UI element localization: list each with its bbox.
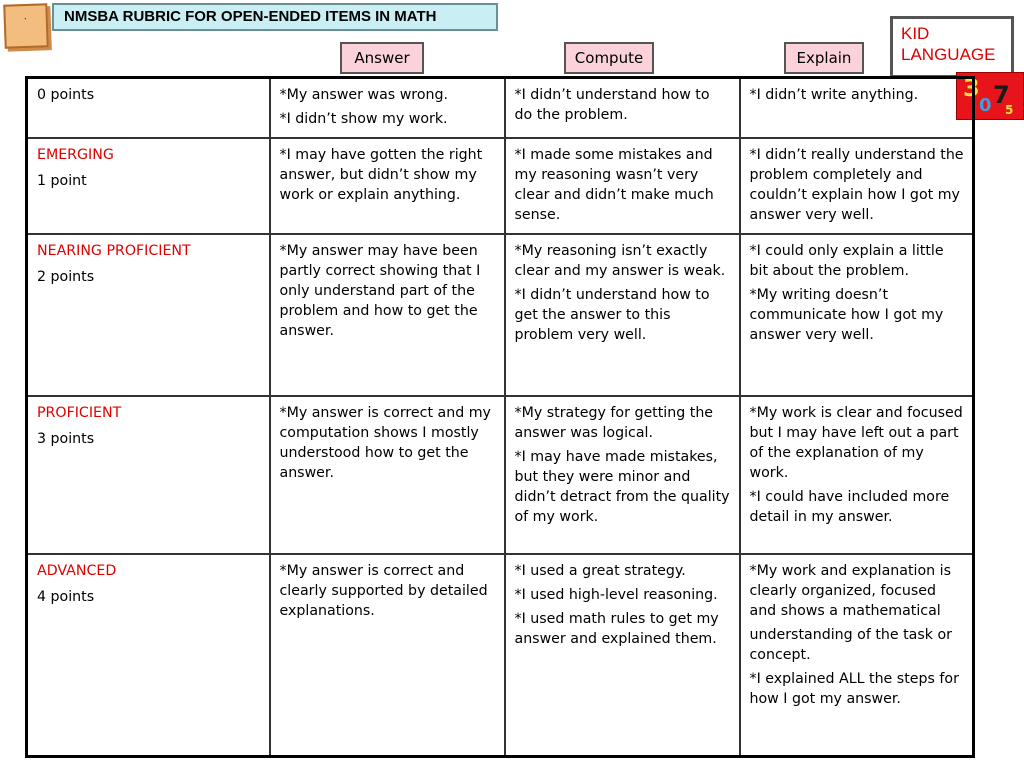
answer-cell bbox=[270, 78, 505, 139]
level-cell bbox=[27, 554, 270, 756]
explain-text: *My work and explanation is clearly organized, focused and shows a mathematical bbox=[749, 563, 952, 619]
compute-cell bbox=[505, 396, 740, 554]
level-points: 4 points bbox=[37, 589, 95, 605]
answer-text: *My answer may have been partly correct showing that I only understand part of the problem and how to get the answer. bbox=[279, 243, 481, 339]
explain-text: *I could have included more detail in my answer. bbox=[749, 489, 950, 525]
answer-text: *My answer is correct and my computation shows I mostly understood how to get the answer. bbox=[279, 405, 491, 481]
compute-text: *I didn’t understand how to get the answer to this problem very well. bbox=[514, 287, 710, 343]
level-cell bbox=[27, 138, 270, 234]
rubric-table bbox=[25, 76, 975, 758]
compute-text: *My reasoning isn’t exactly clear and my answer is weak. bbox=[514, 243, 726, 279]
explain-text: *My writing doesn’t communicate how I got my answer very well. bbox=[749, 287, 944, 343]
table-row bbox=[27, 554, 974, 756]
compute-text: *I didn’t understand how to do the problem. bbox=[514, 87, 710, 123]
compute-text: *I used high-level reasoning. bbox=[514, 587, 718, 603]
level-name: EMERGING bbox=[37, 147, 114, 163]
compute-cell bbox=[505, 234, 740, 396]
level-points: 1 point bbox=[37, 173, 87, 189]
compute-cell bbox=[505, 554, 740, 756]
compute-text: *I may have made mistakes, but they were minor and didn’t detract from the quality of my work. bbox=[514, 449, 730, 525]
page-title: NMSBA RUBRIC FOR OPEN-ENDED ITEMS IN MATH bbox=[52, 3, 498, 31]
badge-digit-7: 7 bbox=[993, 81, 1010, 109]
compute-cell bbox=[505, 78, 740, 139]
answer-text: *I didn’t show my work. bbox=[279, 111, 448, 127]
header-compute: Compute bbox=[564, 42, 654, 74]
explain-text: understanding of the task or concept. bbox=[749, 627, 953, 663]
explain-cell bbox=[740, 234, 974, 396]
explain-text: *I didn’t really understand the problem completely and couldn’t explain how I got my answer very well. bbox=[749, 147, 964, 223]
table-row bbox=[27, 138, 974, 234]
compute-text: *My strategy for getting the answer was logical. bbox=[514, 405, 714, 441]
table-row bbox=[27, 78, 974, 139]
answer-text: *My answer is correct and clearly supported by detailed explanations. bbox=[279, 563, 488, 619]
answer-cell bbox=[270, 138, 505, 234]
explain-text: *I explained ALL the steps for how I got my answer. bbox=[749, 671, 959, 707]
explain-text: *I didn’t write anything. bbox=[749, 87, 919, 103]
explain-cell bbox=[740, 396, 974, 554]
kid-language-box bbox=[890, 16, 1014, 78]
note-dot: · bbox=[23, 13, 28, 26]
explain-cell bbox=[740, 78, 974, 139]
level-name: ADVANCED bbox=[37, 563, 117, 579]
answer-text: *I may have gotten the right answer, but didn’t show my work or explain anything. bbox=[279, 147, 483, 203]
compute-text: *I made some mistakes and my reasoning wasn’t very clear and didn’t make much sense. bbox=[514, 147, 714, 223]
compute-text: *I used math rules to get my answer and explained them. bbox=[514, 611, 719, 647]
level-name: PROFICIENT bbox=[37, 405, 122, 421]
badge-digit-0: 0 bbox=[979, 95, 992, 116]
kid-language-line1: KID bbox=[901, 24, 930, 43]
answer-cell bbox=[270, 396, 505, 554]
sticky-note-icon bbox=[3, 3, 49, 49]
explain-text: *I could only explain a little bit about the problem. bbox=[749, 243, 944, 279]
answer-cell bbox=[270, 554, 505, 756]
kid-language-line2: LANGUAGE bbox=[901, 45, 996, 64]
answer-cell bbox=[270, 234, 505, 396]
header-answer: Answer bbox=[340, 42, 424, 74]
header-explain: Explain bbox=[784, 42, 864, 74]
explain-cell bbox=[740, 554, 974, 756]
answer-text: *My answer was wrong. bbox=[279, 87, 449, 103]
level-cell bbox=[27, 234, 270, 396]
level-cell bbox=[27, 78, 270, 139]
table-row bbox=[27, 396, 974, 554]
compute-cell bbox=[505, 138, 740, 234]
table-row bbox=[27, 234, 974, 396]
level-name: NEARING PROFICIENT bbox=[37, 243, 191, 259]
badge-digit-5: 5 bbox=[1005, 103, 1014, 117]
level-points: 3 points bbox=[37, 431, 95, 447]
level-points: 0 points bbox=[37, 87, 95, 103]
level-points: 2 points bbox=[37, 269, 95, 285]
badge-digit-3: 3 bbox=[963, 74, 980, 102]
explain-cell bbox=[740, 138, 974, 234]
compute-text: *I used a great strategy. bbox=[514, 563, 686, 579]
level-cell bbox=[27, 396, 270, 554]
explain-text: *My work is clear and focused but I may have left out a part of the explanation of my work. bbox=[749, 405, 963, 481]
